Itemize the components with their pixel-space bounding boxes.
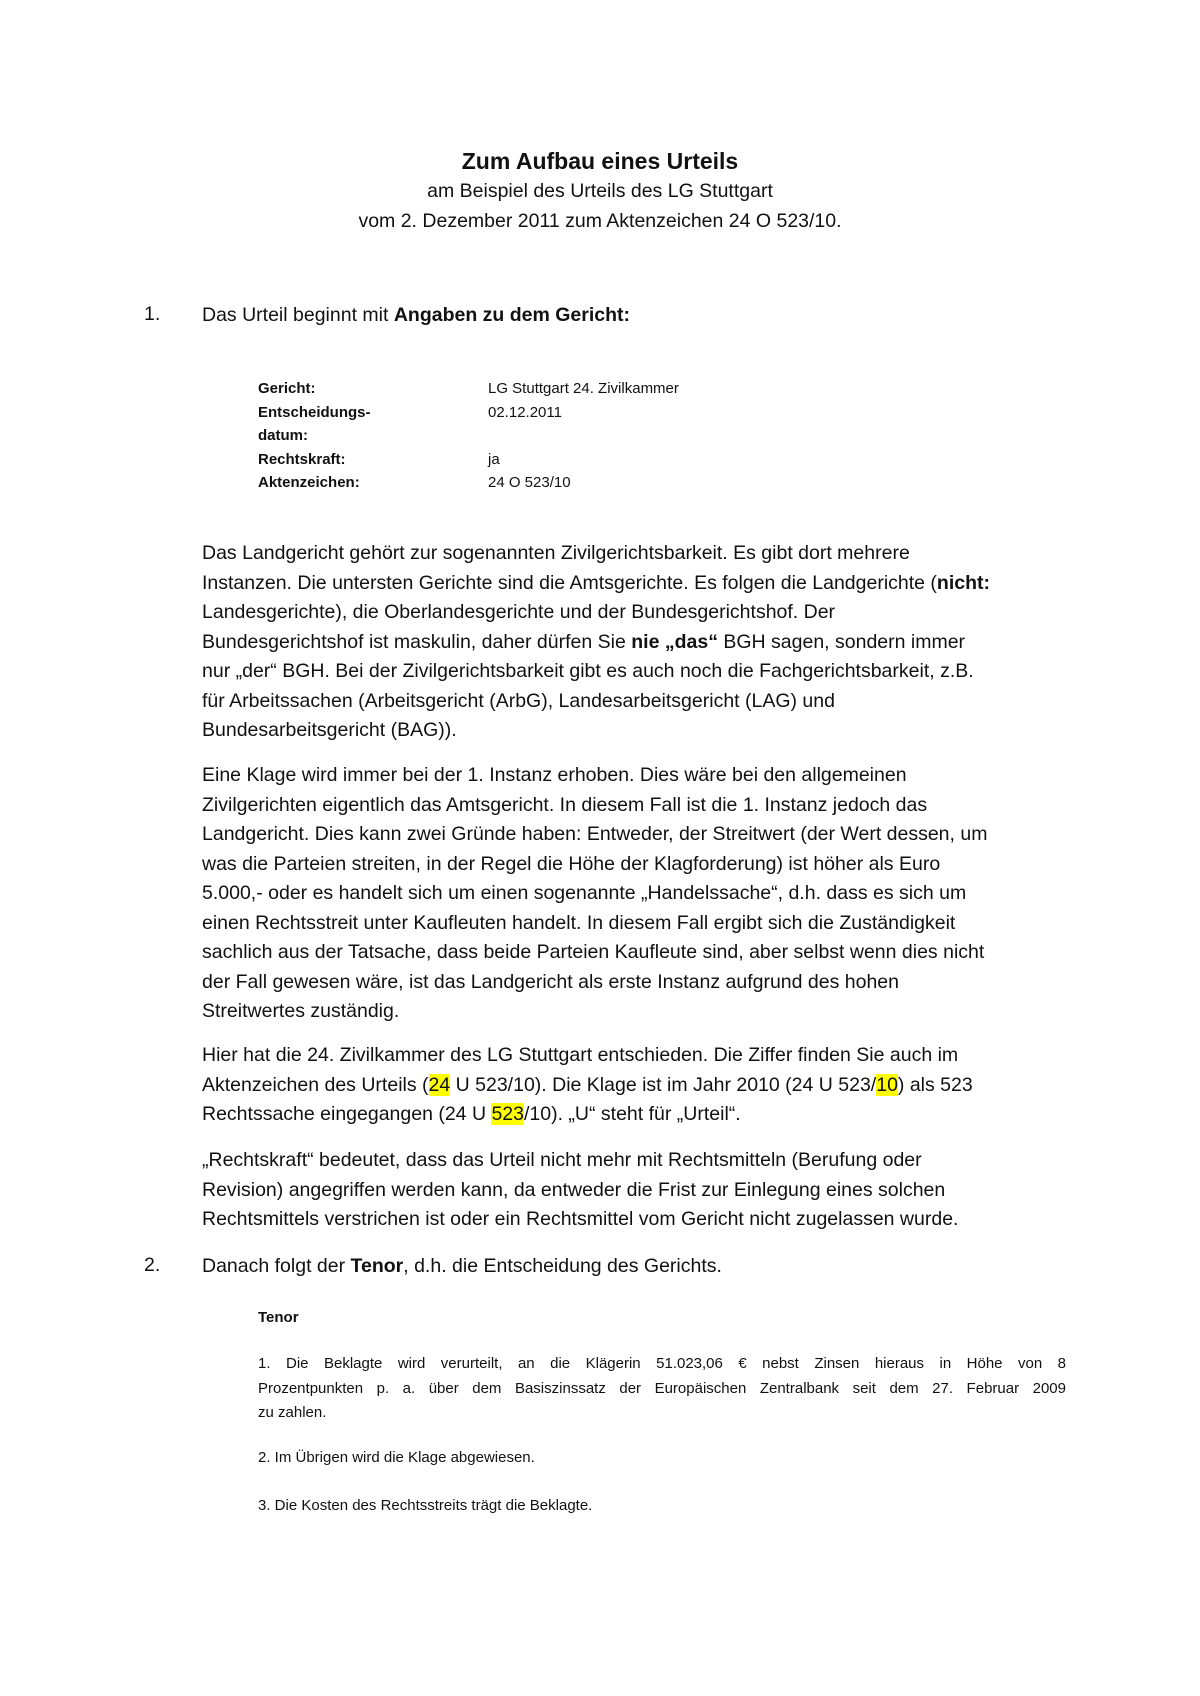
text-span: U 523/10). Die Klage ist im Jahr 2010 (24 U 523/ [450,1073,877,1096]
highlight-span: 10 [876,1073,898,1096]
text-line: Bundesarbeitsgericht (BAG)). [202,719,457,741]
text-span: /10). „U“ steht für „Urteil“. [524,1103,741,1125]
text-line: Hier hat die 24. Zivilkammer des LG Stuttgart entschieden. Die Ziffer finden Sie auch im [202,1044,959,1066]
text-line: 1. Die Beklagte wird verurteilt, an die Klägerin 51.023,06 € nebst Zinsen hieraus in Höhe von 8 [258,1355,1066,1372]
info-label: Aktenzeichen: [258,474,360,491]
item-1-bold: Angaben zu dem Gericht: [393,304,631,326]
text-line: Zivilgerichten eigentlich das Amtsgericht. In diesem Fall ist die 1. Instanz jedoch das [202,793,928,816]
item-2-text: , d.h. die Entscheidung des Gerichts. [403,1255,722,1277]
text-line: Eine Klage wird immer bei der 1. Instanz erhoben. Dies wäre bei den allgemeinen [202,764,907,786]
paragraph-legal-force [202,1146,1072,1235]
info-row [258,377,788,401]
highlight-span: 24 [428,1073,451,1096]
info-label: Gericht: [258,380,316,397]
document-title: Zum Aufbau eines Urteils [461,148,739,174]
info-label: Rechtskraft: [258,450,346,468]
text-line: zu zahlen. [258,1404,327,1421]
tenor-item-2 [258,1446,1066,1471]
text-line: Das Landgericht gehört zur sogenannten Zivilgerichtsbarkeit. Es gibt dort mehrere [202,542,910,564]
info-value [488,424,788,448]
text-span: BGH sagen, sondern immer [717,630,966,653]
text-line: 3. Die Kosten des Rechtsstreits trägt die Beklagte. [258,1497,593,1514]
tenor-heading: Tenor [258,1309,299,1326]
text-line: Prozentpunkten p. a. über dem Basiszinssatz der Europäischen Zentralbank seit dem 27. Februar 2009 [258,1379,1066,1397]
text-span: Instanzen. Die untersten Gerichte sind die Amtsgerichte. Es folgen die Landgerichte ( [202,571,937,594]
court-info-table [258,377,788,495]
info-value: ja [488,450,500,468]
info-label: Entscheidungs- [258,403,371,421]
info-row [258,401,788,425]
bold-span: nicht: [936,571,990,594]
text-line: „Rechtskraft“ bedeutet, dass das Urteil nicht mehr mit Rechtsmitteln (Berufung oder [202,1149,922,1171]
text-line: sachlich aus der Tatsache, dass beide Parteien Kaufleute sind, aber selbst wenn dies nicht [202,941,985,963]
item-2-bold: Tenor [350,1255,404,1277]
info-value: 24 O 523/10 [488,474,571,491]
text-line: Streitwertes zuständig. [202,1000,400,1022]
text-line: für Arbeitssachen (Arbeitsgericht (ArbG), Landesarbeitsgericht (LAG) und [202,689,835,712]
paragraph-court-system [202,539,1072,746]
item-2-text: Danach folgt der [202,1255,351,1277]
subtitle-line-2: vom 2. Dezember 2011 zum Aktenzeichen 24 O 523/10. [358,210,842,232]
text-span: Rechtssache eingegangen (24 U [202,1103,492,1125]
paragraph-case-number [202,1041,1072,1130]
subtitle-line-1: am Beispiel des Urteils des LG Stuttgart [427,180,773,202]
info-row [258,471,788,495]
info-row [258,448,788,472]
info-row [258,424,788,448]
highlight-span: 523 [491,1103,524,1125]
text-span: ) als 523 [897,1073,973,1096]
text-line: nur „der“ BGH. Bei der Zivilgerichtsbarkeit gibt es auch noch die Fachgerichtsbarkeit, z.B. [202,660,974,682]
text-line [202,1071,1072,1101]
text-line: Landgericht. Dies kann zwei Gründe haben: Entweder, der Streitwert (der Wert dessen, um [202,823,988,845]
text-line: was die Parteien streiten, in der Regel die Höhe der Klagforderung) ist höher als Euro [202,852,941,875]
text-line: Landesgerichte), die Oberlandesgerichte und der Bundesgerichtshof. Der [202,601,836,623]
item-1-text: Das Urteil beginnt mit [202,304,394,326]
text-span: Bundesgerichtshof ist maskulin, daher dürfen Sie [202,630,632,653]
item-2-heading [202,1252,722,1280]
tenor-item-1 [258,1352,1066,1426]
paragraph-first-instance [202,761,1072,1027]
text-line: einen Rechtsstreit unter Kaufleuten handelt. In diesem Fall ergibt sich die Zuständigkeit [202,911,956,934]
info-value: 02.12.2011 [488,403,562,421]
item-2-number: 2. [144,1254,161,1276]
item-1-number: 1. [144,303,161,325]
text-span: Aktenzeichen des Urteils ( [202,1073,429,1096]
text-line: 2. Im Übrigen wird die Klage abgewiesen. [258,1449,535,1466]
text-line: Rechtsmittels verstrichen ist oder ein Rechtsmittel vom Gericht nicht zugelassen wurde. [202,1208,959,1230]
text-line: der Fall gewesen wäre, ist das Landgericht als erste Instanz aufgrund des hohen [202,970,900,993]
tenor-item-3 [258,1494,1066,1519]
item-1-heading [202,301,630,329]
text-line: Revision) angegriffen werden kann, da entweder die Frist zur Einlegung eines solchen [202,1178,946,1201]
text-line [202,569,1072,599]
info-value: LG Stuttgart 24. Zivilkammer [488,380,679,397]
text-line [202,1100,1072,1130]
info-label: datum: [258,427,308,444]
text-line [202,628,1072,658]
bold-span: nie „das“ [631,630,718,653]
title-block [0,146,1200,236]
text-line: 5.000,- oder es handelt sich um einen sogenannte „Handelssache“, d.h. dass es sich um [202,882,967,904]
